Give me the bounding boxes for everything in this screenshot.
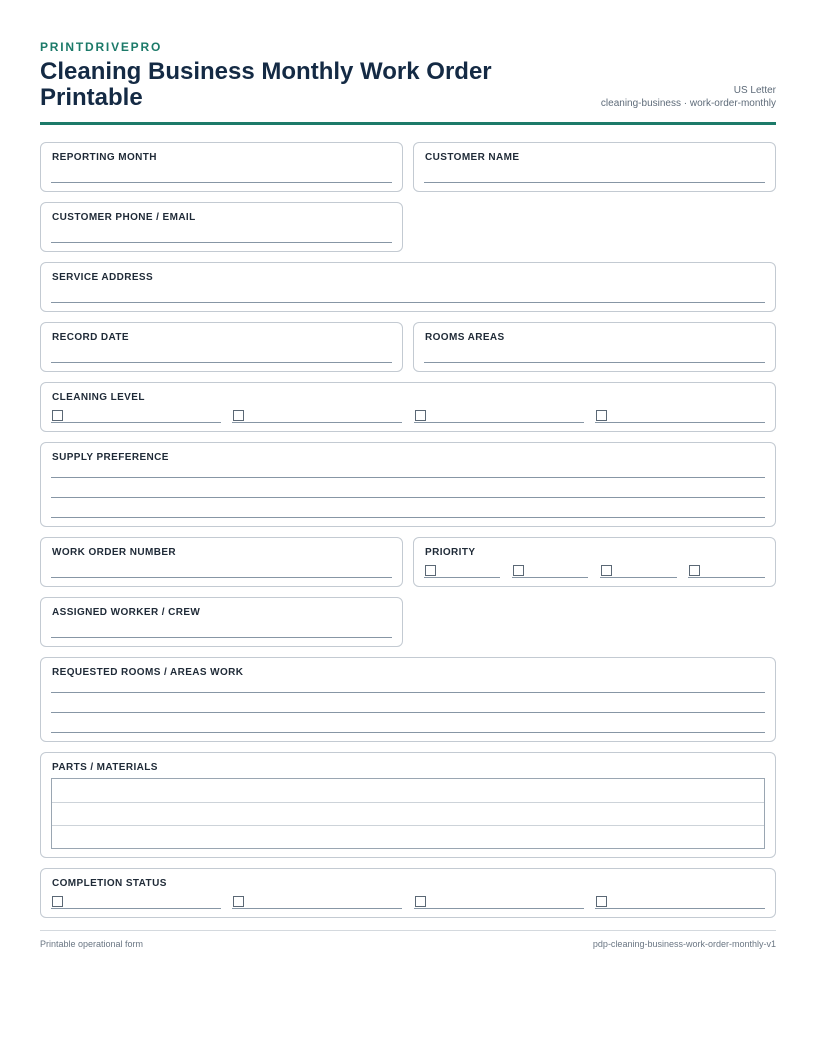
rooms-areas-label: ROOMS AREAS	[425, 332, 505, 343]
completion-status-option-1-line[interactable]	[51, 908, 221, 909]
requested-work-line-2[interactable]	[51, 712, 765, 713]
customer-contact-field	[40, 202, 403, 252]
supply-preference-field	[40, 442, 776, 527]
requested-work-label: REQUESTED ROOMS / AREAS WORK	[52, 667, 244, 678]
cleaning-level-option-3-checkbox[interactable]	[415, 410, 426, 421]
priority-field	[413, 537, 776, 587]
assigned-worker-input-line[interactable]	[51, 637, 392, 638]
paper-size: US Letter	[733, 85, 776, 96]
cleaning-level-option-2-checkbox[interactable]	[233, 410, 244, 421]
reporting-month-input-line[interactable]	[51, 182, 392, 183]
supply-preference-label: SUPPLY PREFERENCE	[52, 452, 169, 463]
footer-rule	[40, 930, 776, 931]
supply-preference-line-3[interactable]	[51, 517, 765, 518]
parts-materials-row-divider-2	[52, 825, 764, 826]
brand-name: PRINTDRIVEPRO	[40, 40, 163, 54]
completion-status-option-3-line[interactable]	[414, 908, 584, 909]
customer-name-input-line[interactable]	[424, 182, 765, 183]
reporting-month-label: REPORTING MONTH	[52, 152, 157, 163]
supply-preference-line-1[interactable]	[51, 477, 765, 478]
priority-label: PRIORITY	[425, 547, 476, 558]
customer-contact-label: CUSTOMER PHONE / EMAIL	[52, 212, 196, 223]
header-rule	[40, 122, 776, 125]
service-address-input-line[interactable]	[51, 302, 765, 303]
assigned-worker-label: ASSIGNED WORKER / CREW	[52, 607, 201, 618]
work-order-number-label: WORK ORDER NUMBER	[52, 547, 177, 558]
record-date-field	[40, 322, 403, 372]
service-address-label: SERVICE ADDRESS	[52, 272, 154, 283]
record-date-input-line[interactable]	[51, 362, 392, 363]
service-address-field	[40, 262, 776, 312]
parts-materials-row-divider-1	[52, 802, 764, 803]
rooms-areas-input-line[interactable]	[424, 362, 765, 363]
requested-work-line-3[interactable]	[51, 732, 765, 733]
completion-status-option-2-line[interactable]	[232, 908, 402, 909]
priority-option-3-line[interactable]	[600, 577, 677, 578]
completion-status-field	[40, 868, 776, 918]
supply-preference-line-2[interactable]	[51, 497, 765, 498]
parts-materials-field	[40, 752, 776, 858]
cleaning-level-label: CLEANING LEVEL	[52, 392, 145, 403]
priority-option-2-line[interactable]	[512, 577, 588, 578]
completion-status-option-1-checkbox[interactable]	[52, 896, 63, 907]
completion-status-label: COMPLETION STATUS	[52, 878, 167, 889]
cleaning-level-option-1-line[interactable]	[51, 422, 221, 423]
completion-status-option-3-checkbox[interactable]	[415, 896, 426, 907]
document-meta	[601, 84, 776, 110]
footer-form-id: pdp-cleaning-business-work-order-monthly-v1	[592, 939, 776, 949]
completion-status-option-4-checkbox[interactable]	[596, 896, 607, 907]
customer-name-field	[413, 142, 776, 192]
rooms-areas-field	[413, 322, 776, 372]
page-title: Cleaning Business Monthly Work Order Printable	[40, 58, 492, 111]
record-date-label: RECORD DATE	[52, 332, 129, 343]
completion-status-option-2-checkbox[interactable]	[233, 896, 244, 907]
document-slug: cleaning-business · work-order-monthly	[600, 98, 776, 109]
parts-materials-table[interactable]	[51, 778, 765, 849]
priority-option-4-line[interactable]	[688, 577, 765, 578]
priority-option-2-checkbox[interactable]	[513, 565, 524, 576]
assigned-worker-field	[40, 597, 403, 647]
priority-option-1-checkbox[interactable]	[425, 565, 436, 576]
work-order-number-field	[40, 537, 403, 587]
priority-option-3-checkbox[interactable]	[601, 565, 612, 576]
cleaning-level-field	[40, 382, 776, 432]
cleaning-level-option-4-checkbox[interactable]	[596, 410, 607, 421]
priority-option-1-line[interactable]	[424, 577, 500, 578]
customer-name-label: CUSTOMER NAME	[425, 152, 520, 163]
cleaning-level-option-2-line[interactable]	[232, 422, 402, 423]
priority-option-4-checkbox[interactable]	[689, 565, 700, 576]
work-order-number-input-line[interactable]	[51, 577, 392, 578]
cleaning-level-option-3-line[interactable]	[414, 422, 584, 423]
cleaning-level-option-4-line[interactable]	[595, 422, 765, 423]
parts-materials-label: PARTS / MATERIALS	[52, 762, 158, 773]
customer-contact-input-line[interactable]	[51, 242, 392, 243]
requested-work-line-1[interactable]	[51, 692, 765, 693]
footer-left-text: Printable operational form	[40, 939, 144, 949]
requested-work-field	[40, 657, 776, 742]
completion-status-option-4-line[interactable]	[595, 908, 765, 909]
cleaning-level-option-1-checkbox[interactable]	[52, 410, 63, 421]
reporting-month-field	[40, 142, 403, 192]
